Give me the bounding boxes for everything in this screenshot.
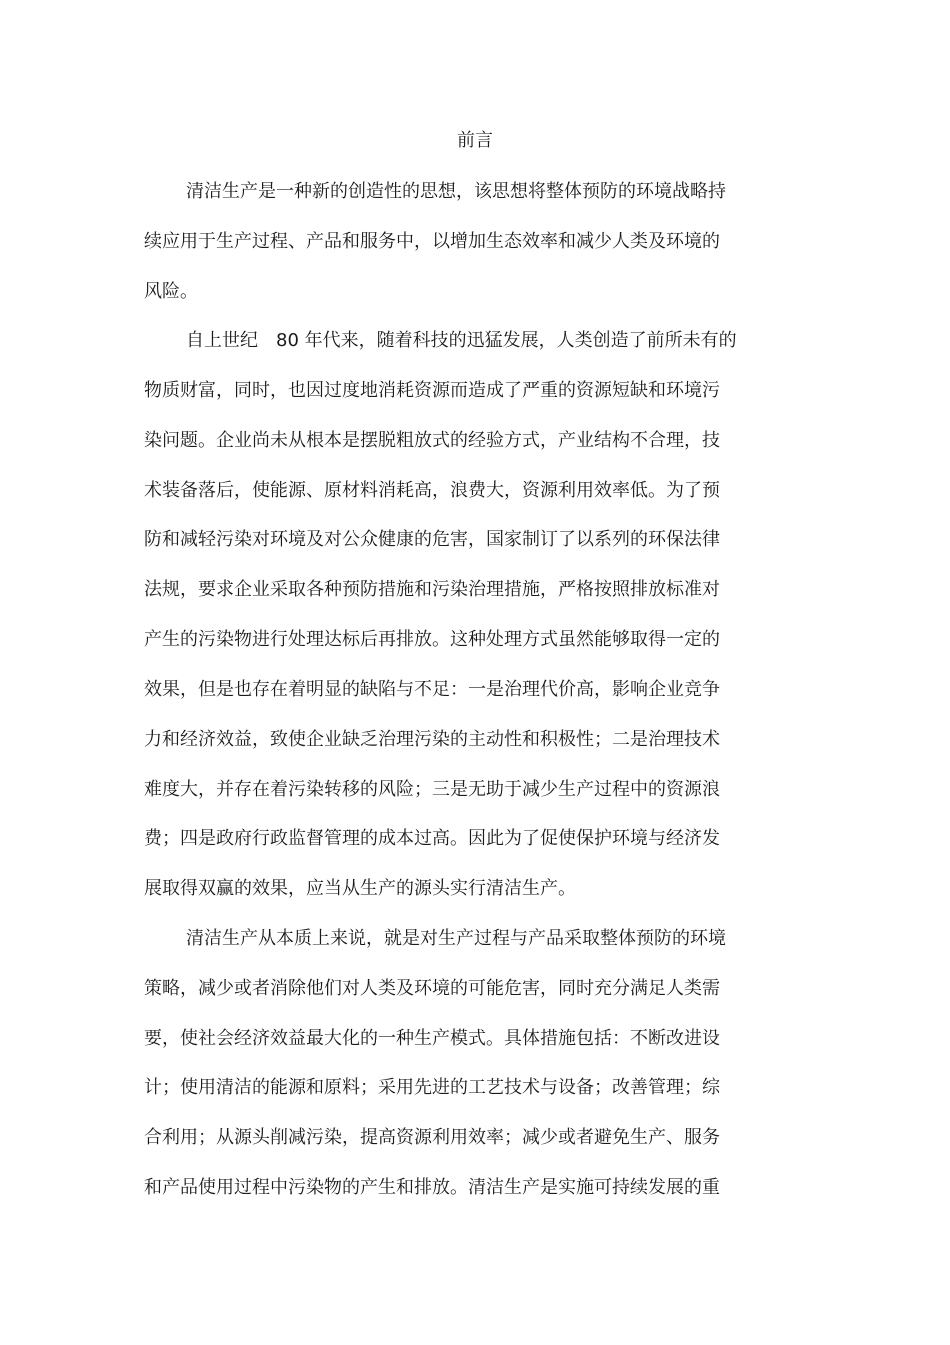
- paragraph-2-line-3: 染问题。企业尚未从根本是摆脱粗放式的经验方式，产业结构不合理，技: [144, 430, 720, 451]
- paragraph-2-line-4: 术装备落后，使能源、原材料消耗高，浪费大，资源利用效率低。为了预: [144, 480, 720, 501]
- paragraph-3-line-2: 策略，减少或者消除他们对人类及环境的可能危害，同时充分满足人类需: [144, 978, 720, 999]
- paragraph-2-line-5: 防和减轻污染对环境及对公众健康的危害，国家制订了以系列的环保法律: [144, 529, 720, 550]
- paragraph-2-line-7: 产生的污染物进行处理达标后再排放。这种处理方式虽然能够取得一定的: [144, 629, 720, 650]
- paragraph-2-line-6: 法规，要求企业采取各种预防措施和污染治理措施，严格按照排放标准对: [144, 579, 720, 600]
- paragraph-2-line-9: 力和经济效益，致使企业缺乏治理污染的主动性和积极性；二是治理技术: [144, 729, 720, 750]
- paragraph-2-line-10: 难度大，并存在着污染转移的风险；三是无助于减少生产过程中的资源浪: [144, 779, 720, 800]
- paragraph-2-line-12: 展取得双赢的效果，应当从生产的源头实行清洁生产。: [144, 878, 576, 899]
- paragraph-3-line-3: 要，使社会经济效益最大化的一种生产模式。具体措施包括：不断改进设: [144, 1028, 720, 1049]
- paragraph-3-line-6: 和产品使用过程中污染物的产生和排放。清洁生产是实施可持续发展的重: [144, 1177, 720, 1198]
- paragraph-2-line-8: 效果，但是也存在着明显的缺陷与不足：一是治理代价高，影响企业竞争: [144, 679, 720, 700]
- paragraph-1-line-3: 风险。: [144, 281, 198, 302]
- paragraph-3-line-5: 合利用；从源头削减污染，提高资源利用效率；减少或者避免生产、服务: [144, 1127, 720, 1148]
- paragraph-1-line-1: 清洁生产是一种新的创造性的思想，该思想将整体预防的环境战略持: [186, 181, 726, 202]
- paragraph-2-line-2: 物质财富，同时，也因过度地消耗资源而造成了严重的资源短缺和环境污: [144, 380, 720, 401]
- paragraph-3-line-1: 清洁生产从本质上来说，就是对生产过程与产品采取整体预防的环境: [186, 928, 726, 949]
- page-title: 前言: [457, 130, 493, 151]
- paragraph-2-line-1: 自上世纪 80 年代来，随着科技的迅猛发展，人类创造了前所未有的: [186, 330, 737, 351]
- paragraph-2-line-11: 费；四是政府行政监督管理的成本过高。因此为了促使保护环境与经济发: [144, 828, 720, 849]
- paragraph-1-line-2: 续应用于生产过程、产品和服务中，以增加生态效率和减少人类及环境的: [144, 231, 720, 252]
- paragraph-3-line-4: 计；使用清洁的能源和原料；采用先进的工艺技术与设备；改善管理；综: [144, 1077, 720, 1098]
